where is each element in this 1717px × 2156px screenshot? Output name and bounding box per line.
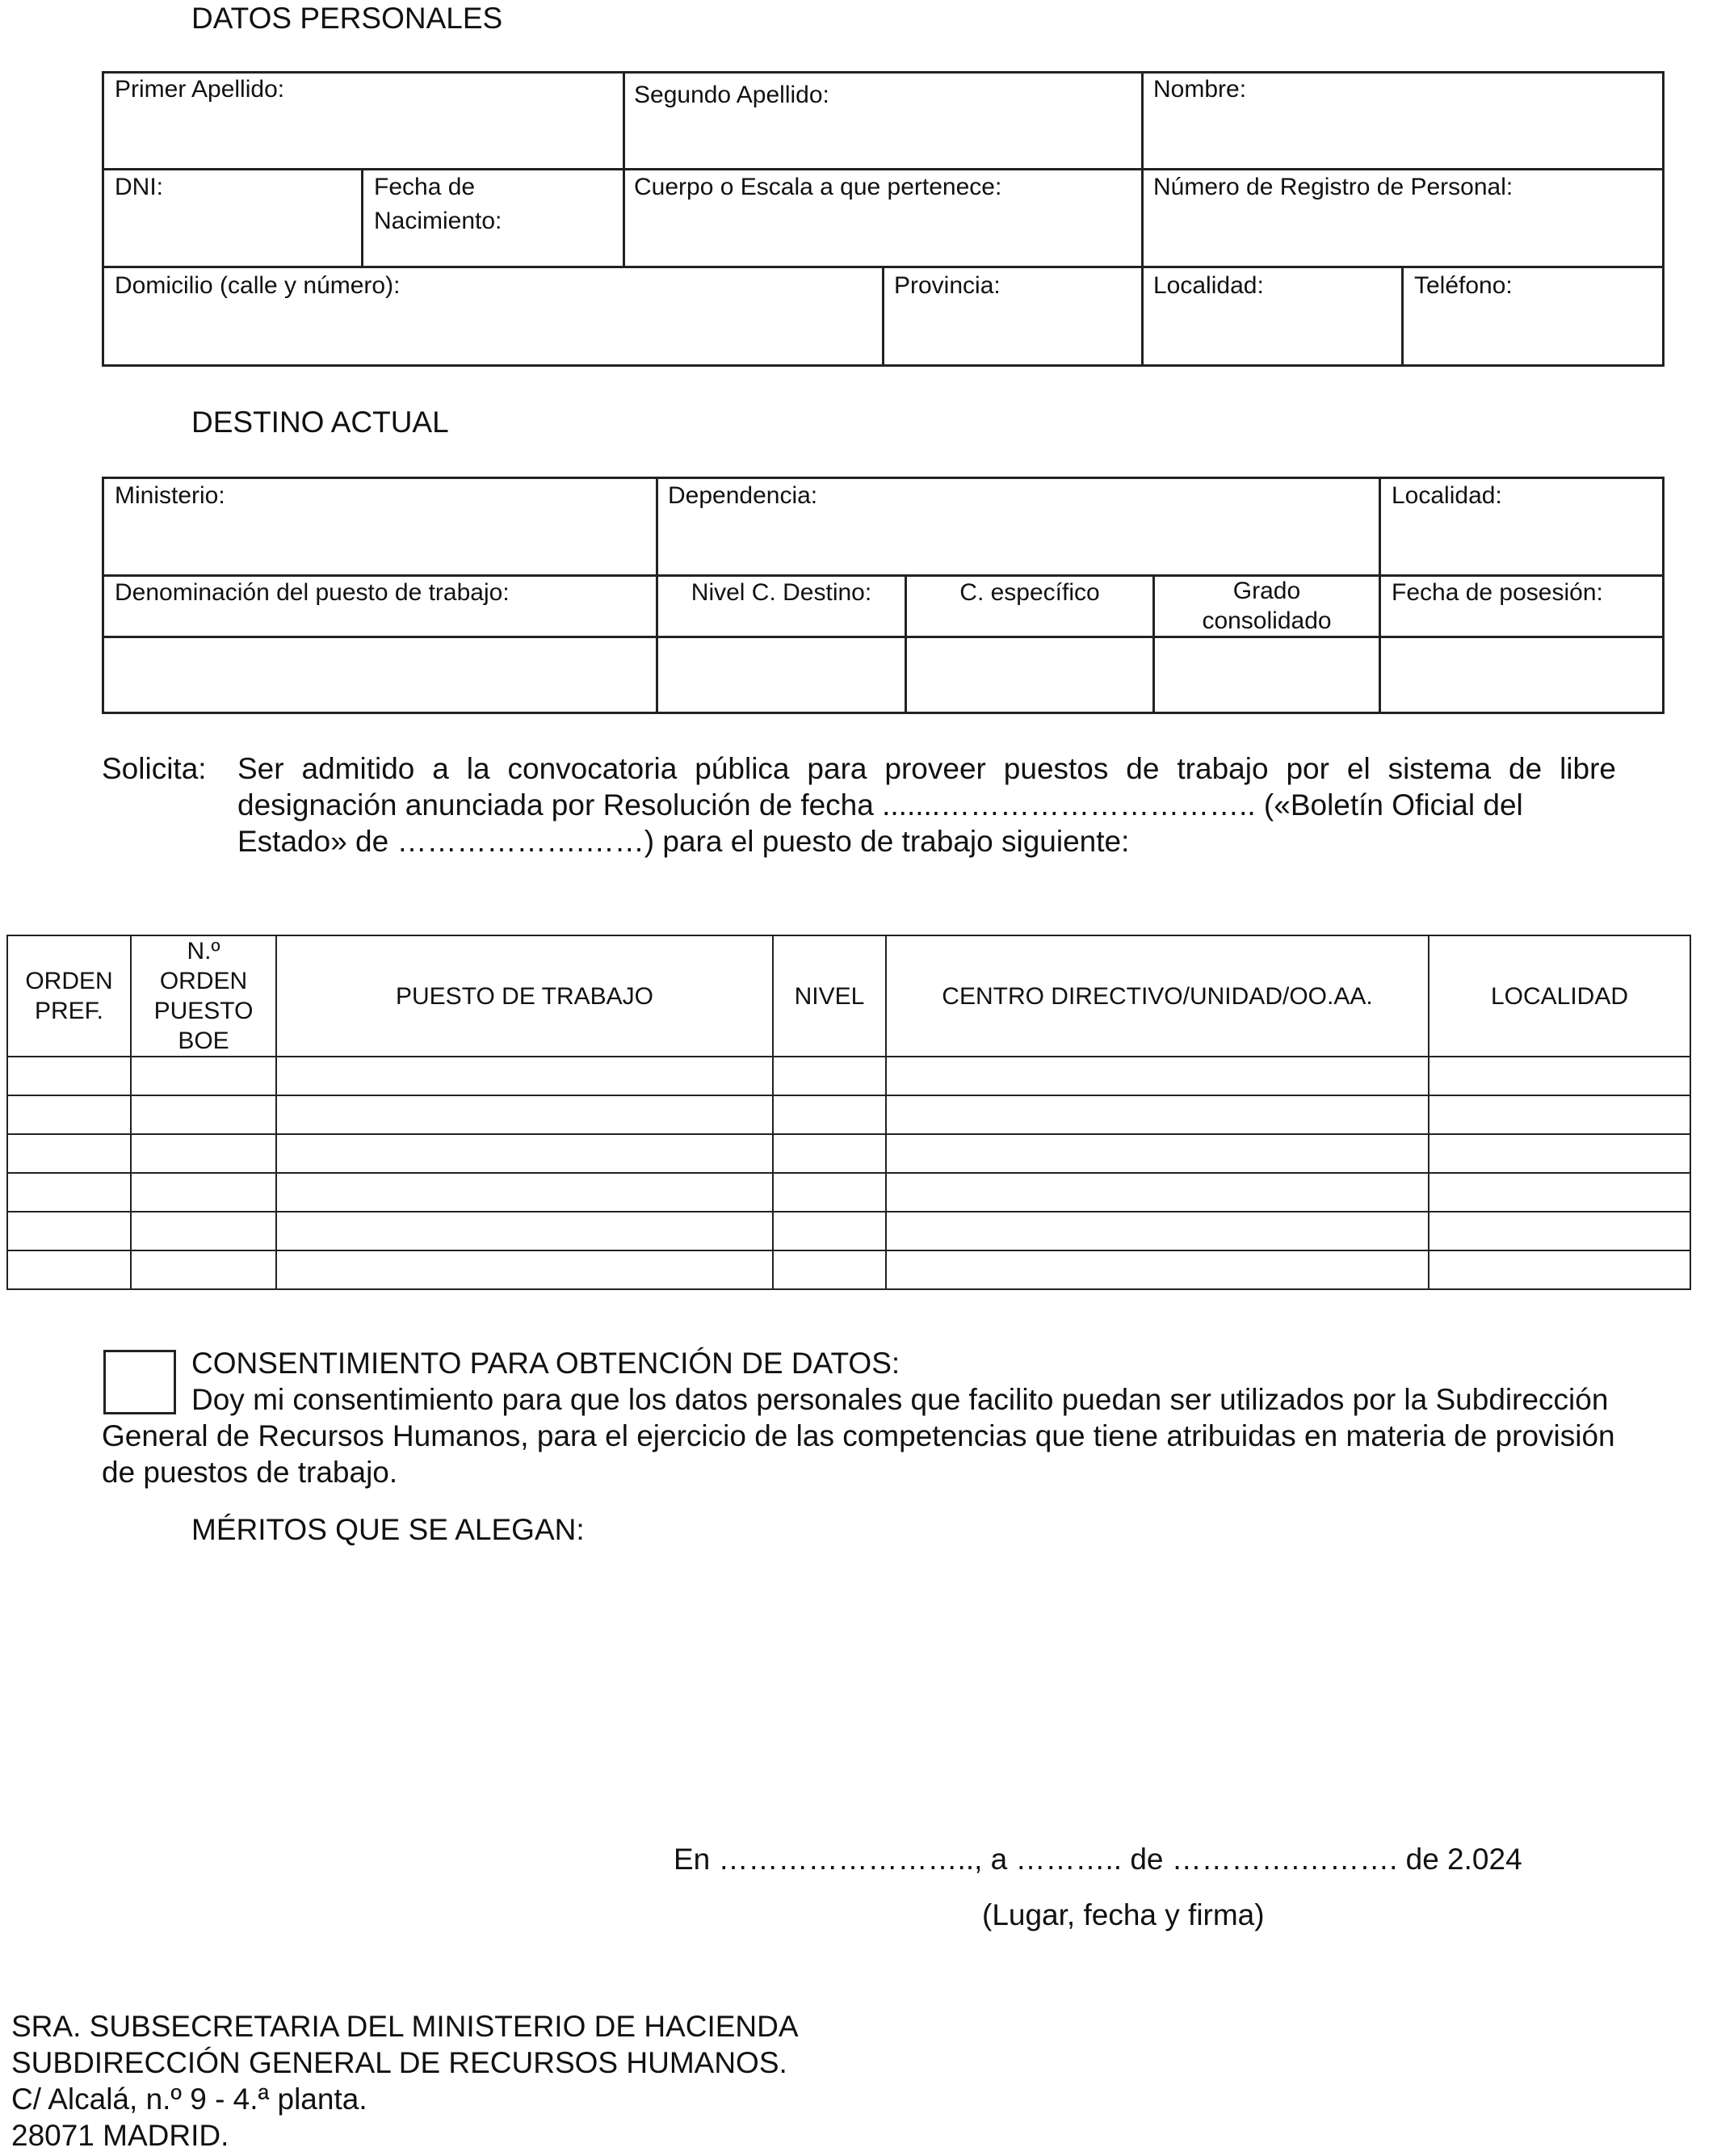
lugar-fecha-line[interactable]: En …………………….., a ……….. de ………….………. de 2.024: [674, 1843, 1522, 1876]
puesto-trabajo-cell[interactable]: [276, 1095, 773, 1134]
orden-pref-line-2: PREF.: [34, 998, 104, 1024]
orden-boe-line-2: ORDEN: [159, 968, 248, 994]
dependencia-field[interactable]: Dependencia:: [668, 482, 818, 509]
primer-apellido-field[interactable]: Primer Apellido:: [115, 76, 285, 103]
solicita-text: [237, 750, 1616, 859]
localidad-cell[interactable]: [1429, 1250, 1690, 1289]
col-puesto-trabajo: PUESTO DE TRABAJO: [276, 935, 773, 1057]
orden-pref-cell[interactable]: [7, 1095, 131, 1134]
col-localidad: LOCALIDAD: [1429, 935, 1690, 1057]
solicita-line-2: designación anunciada por Resolución de fecha .......………………………….. («Boletín Oficial del: [237, 788, 1523, 822]
puesto-trabajo-cell[interactable]: [276, 1057, 773, 1095]
orden-boe-line-4: BOE: [178, 1028, 229, 1054]
orden-boe-cell[interactable]: [131, 1095, 276, 1134]
nombre-field[interactable]: Nombre:: [1153, 76, 1247, 103]
ministerio-field[interactable]: Ministerio:: [115, 482, 225, 509]
col-orden-pref: [7, 935, 131, 1057]
col-nivel: NIVEL: [773, 935, 886, 1057]
fecha-posesion-input[interactable]: [1381, 638, 1662, 712]
grado-consolidado-label: [1155, 576, 1379, 636]
table-row: [7, 1095, 1690, 1134]
consentimiento-line-2: General de Recursos Humanos, para el ejercicio de las competencias que tiene atribuidas en materia de provisión: [102, 1419, 1615, 1452]
denominacion-puesto-label: Denominación del puesto de trabajo:: [115, 579, 510, 606]
orden-boe-cell[interactable]: [131, 1134, 276, 1173]
numero-registro-field[interactable]: Número de Registro de Personal:: [1153, 174, 1513, 200]
col-orden-boe: [131, 935, 276, 1057]
cuerpo-escala-field[interactable]: Cuerpo o Escala a que pertenece:: [634, 174, 1002, 200]
telefono-field[interactable]: Teléfono:: [1414, 272, 1513, 299]
localidad-cell[interactable]: [1429, 1173, 1690, 1212]
fecha-nacimiento-label-2: Nacimiento:: [374, 208, 502, 234]
solicita-label: Solicita:: [102, 752, 207, 785]
destinatario-block: [11, 2008, 799, 2154]
table-row: [7, 1173, 1690, 1212]
puesto-trabajo-cell[interactable]: [276, 1250, 773, 1289]
orden-pref-cell[interactable]: [7, 1134, 131, 1173]
complemento-especifico-label: C. específico: [959, 579, 1100, 606]
nivel-cell[interactable]: [773, 1212, 886, 1250]
centro-directivo-cell[interactable]: [886, 1134, 1429, 1173]
destinatario-line-3: C/ Alcalá, n.º 9 - 4.ª planta.: [11, 2082, 367, 2116]
meritos-heading: MÉRITOS QUE SE ALEGAN:: [191, 1513, 585, 1546]
denominacion-puesto-input[interactable]: [104, 638, 656, 712]
destino-localidad-field[interactable]: Localidad:: [1392, 482, 1502, 509]
orden-boe-cell[interactable]: [131, 1057, 276, 1095]
solicita-line-1: Ser admitido a la convocatoria pública para proveer puestos de trabajo por el sistema de libre: [237, 752, 1616, 785]
table-row: [7, 1212, 1690, 1250]
nivel-cell[interactable]: [773, 1250, 886, 1289]
destinatario-line-4: 28071 MADRID.: [11, 2119, 229, 2152]
orden-pref-cell[interactable]: [7, 1250, 131, 1289]
orden-pref-cell[interactable]: [7, 1212, 131, 1250]
consentimiento-line-3: de puestos de trabajo.: [102, 1456, 398, 1489]
solicita-line-3: Estado» de ……………….……) para el puesto de trabajo siguiente:: [237, 825, 1130, 858]
centro-directivo-cell[interactable]: [886, 1057, 1429, 1095]
nivel-cell[interactable]: [773, 1095, 886, 1134]
localidad-cell[interactable]: [1429, 1212, 1690, 1250]
complemento-especifico-input[interactable]: [907, 638, 1152, 712]
table-row: [7, 1057, 1690, 1095]
dni-field[interactable]: DNI:: [115, 174, 163, 200]
meritos-area[interactable]: [102, 1559, 1665, 1826]
fecha-nacimiento-field[interactable]: [374, 170, 502, 238]
consentimiento-title: CONSENTIMIENTO PARA OBTENCIÓN DE DATOS:: [191, 1347, 900, 1380]
orden-boe-line-1: N.º: [187, 938, 220, 965]
localidad-field[interactable]: Localidad:: [1153, 272, 1264, 299]
table-row: [7, 1134, 1690, 1173]
orden-boe-cell[interactable]: [131, 1212, 276, 1250]
nivel-destino-label: Nivel C. Destino:: [691, 579, 872, 606]
consentimiento-checkbox[interactable]: [103, 1350, 176, 1414]
puesto-trabajo-cell[interactable]: [276, 1134, 773, 1173]
datos-personales-heading: DATOS PERSONALES: [191, 2, 503, 35]
orden-boe-cell[interactable]: [131, 1173, 276, 1212]
puesto-trabajo-cell[interactable]: [276, 1173, 773, 1212]
col-centro-directivo: CENTRO DIRECTIVO/UNIDAD/OO.AA.: [886, 935, 1429, 1057]
fecha-nacimiento-label-1: Fecha de: [374, 174, 476, 200]
destinatario-line-2: SUBDIRECCIÓN GENERAL DE RECURSOS HUMANOS.: [11, 2046, 787, 2079]
provincia-field[interactable]: Provincia:: [894, 272, 1001, 299]
consentimiento-line-1: Doy mi consentimiento para que los datos personales que facilito puedan ser utilizados por la Subdirección: [191, 1383, 1609, 1416]
nivel-cell[interactable]: [773, 1173, 886, 1212]
orden-pref-line-1: ORDEN: [25, 968, 113, 994]
orden-boe-line-3: PUESTO: [153, 998, 254, 1024]
localidad-cell[interactable]: [1429, 1134, 1690, 1173]
puesto-trabajo-cell[interactable]: [276, 1212, 773, 1250]
destinatario-line-1: SRA. SUBSECRETARIA DEL MINISTERIO DE HACIENDA: [11, 2010, 799, 2043]
destino-actual-heading: DESTINO ACTUAL: [191, 406, 449, 439]
orden-boe-cell[interactable]: [131, 1250, 276, 1289]
grado-consolidado-input[interactable]: [1155, 638, 1379, 712]
grado-label-2: consolidado: [1202, 607, 1332, 634]
lugar-fecha-firma-note: (Lugar, fecha y firma): [982, 1898, 1265, 1931]
centro-directivo-cell[interactable]: [886, 1095, 1429, 1134]
nivel-destino-input[interactable]: [658, 638, 905, 712]
centro-directivo-cell[interactable]: [886, 1212, 1429, 1250]
nivel-cell[interactable]: [773, 1134, 886, 1173]
fecha-posesion-label: Fecha de posesión:: [1392, 579, 1603, 606]
orden-pref-cell[interactable]: [7, 1173, 131, 1212]
localidad-cell[interactable]: [1429, 1057, 1690, 1095]
nivel-cell[interactable]: [773, 1057, 886, 1095]
domicilio-field[interactable]: Domicilio (calle y número):: [115, 272, 401, 299]
centro-directivo-cell[interactable]: [886, 1250, 1429, 1289]
segundo-apellido-field[interactable]: Segundo Apellido:: [634, 82, 829, 108]
localidad-cell[interactable]: [1429, 1095, 1690, 1134]
centro-directivo-cell[interactable]: [886, 1173, 1429, 1212]
puestos-table: [6, 935, 1691, 1290]
grado-label-1: Grado: [1232, 578, 1301, 604]
orden-pref-cell[interactable]: [7, 1057, 131, 1095]
puestos-header-row: [7, 935, 1690, 1057]
table-row: [7, 1250, 1690, 1289]
